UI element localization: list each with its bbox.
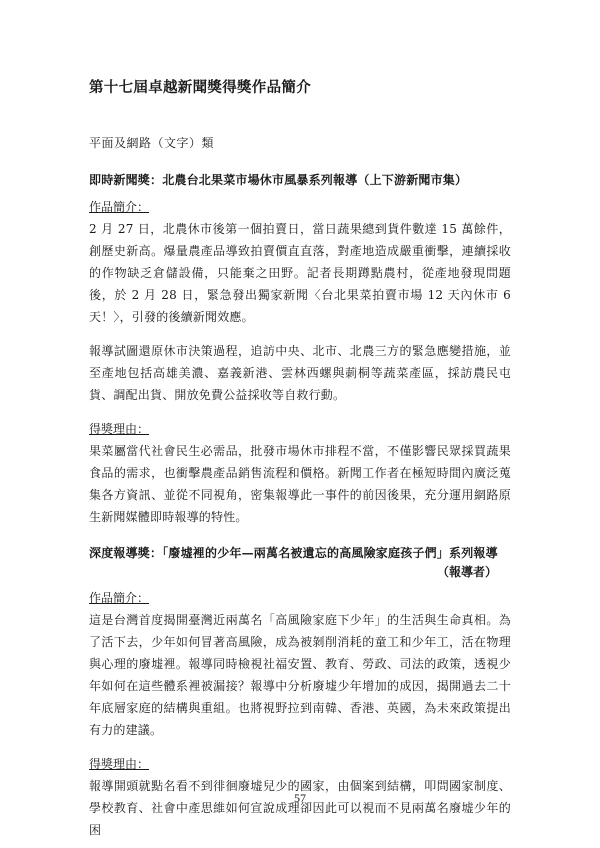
page-number: 57 [294,791,306,805]
award-heading-in-depth: 深度報導獎：「廢墟裡的少年—兩萬名被遺忘的高風險家庭孩子們」系列報導 [89,546,498,560]
intro-label: 作品簡介： [89,591,150,605]
award-heading-realtime-news: 即時新聞獎：北農台北果菜市場休市風暴系列報導（上下游新聞市集） [89,173,468,187]
document-title: 第十七屆卓越新聞獎得獎作品簡介 [89,79,311,96]
document-page [89,76,511,847]
reason-label: 得獎理由： [89,757,150,771]
reason-paragraph: 果菜屬當代社會民生必需品，批發市場休市排程不當，不僅影響民眾採買蔬果食品的需求，也衝擊農產品銷售流程和價格。新聞工作者在極短時間內廣泛蒐集各方資訊、並從不同視角，密集報導此一事件的前因後果，充分運用網路原生新聞媒體即時報導的特性。 [89,444,511,524]
intro-paragraph: 這是台灣首度揭開臺灣近兩萬名「高風險家庭下少年」的生活與生命真相。為了活下去，少年如何冒著高風險，成為被剝削消耗的童工和少年工，活在物理與心理的廢墟裡。報導同時檢視社福安置、教育、勞政、司法的政策，透視少年如何在這些體系裡被漏接？報導中分析廢墟少年增加的成因，揭開過去二十年底層家庭的結構與重組。也將視野拉到南韓、香港、英國，為未來政策提出有力的建議。 [89,613,511,737]
intro-paragraph: 報導試圖還原休市決策過程，追訪中央、北市、北農三方的緊急應變措施，並至產地包括高雄美濃、嘉義新港、雲林西螺與莿桐等蔬菜產區，採訪農民屯貨、調配出貨、開放免費公益採收等自救行動。 [89,344,511,402]
reason-paragraph: 報導開頭就點名看不到徘徊廢墟兒少的國家，由個案到結構，叩問國家制度、學校教育、社會中產思維如何宣說成理卻因此可以視而不見兩萬名廢墟少年的困 [89,779,511,837]
reporter-name: （報導者） [436,565,497,579]
reason-label: 得獎理由： [89,422,150,436]
intro-paragraph: 2 月 27 日，北農休市後第一個拍賣日，當日蔬果總到貨件數達 15 萬餘件，創歷史新高。爆量農產品導致拍賣價直直落，對產地造成嚴重衝擊，連續採收的作物缺乏倉儲設備，只能棄之田野。記者長期蹲點農村，從產地發現問題後，於 2 月 28 日，緊急發出獨家新聞〈台北果菜拍賣市場 12 天內休市 6 天！〉，引發的後續新聞效應。 [89,222,511,324]
category-heading: 平面及網路（文字）類 [89,136,215,150]
intro-label: 作品簡介： [89,200,150,214]
